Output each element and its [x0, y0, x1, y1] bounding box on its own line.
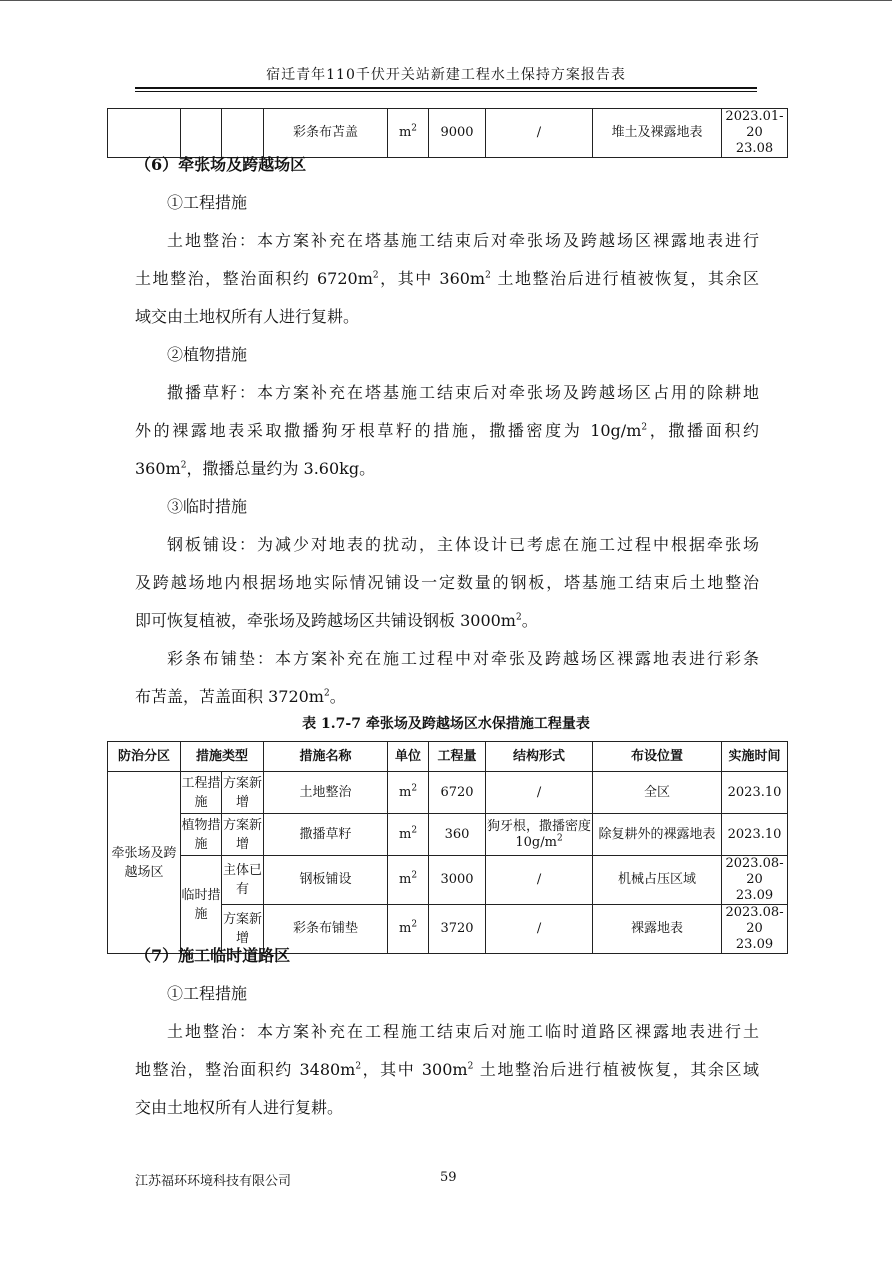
paragraph-line: 彩条布铺垫：本方案补充在施工过程中对牵张及跨越场区裸露地表进行彩条	[167, 649, 759, 668]
measure-source-cell: 方案新增	[222, 905, 264, 954]
paragraph-line: $360m^2$，撒播总量约为 3.60kg。	[135, 459, 376, 478]
paragraph-line: 及跨越场地内根据场地实际情况铺设一定数量的钢板，塔基施工结束后土地整治	[135, 573, 759, 592]
section-6-plant-heading: ②植物措施	[167, 345, 248, 364]
document-header-title: 宿迁青年110千伏开关站新建工程水土保持方案报告表	[266, 67, 626, 83]
unit-cell: $m^2$	[388, 856, 429, 905]
section-6-temp-heading: ③临时措施	[167, 497, 248, 516]
structure-cell: /	[486, 856, 593, 905]
structure-cell: /	[486, 109, 593, 158]
column-header: 措施名称	[264, 742, 388, 772]
time-cell: 2023.10	[722, 772, 788, 814]
paragraph-line: 布苫盖，苫盖面积 $3720m^2$。	[135, 687, 346, 706]
section-6-eng-heading: ①工程措施	[167, 193, 248, 212]
time-cell: 2023.08-20 23.09	[722, 905, 788, 954]
structure-cell: /	[486, 905, 593, 954]
measure-name-cell: 撒播草籽	[264, 814, 388, 856]
unit-cell: $m^2$	[388, 772, 429, 814]
table-row	[108, 856, 788, 905]
unit-cell: $m^2$	[388, 109, 429, 158]
quantity-cell: 3720	[429, 905, 486, 954]
time-cell: 2023.10	[722, 814, 788, 856]
location-cell: 机械占压区域	[593, 856, 722, 905]
paragraph-line: 土地整治：本方案补充在工程施工结束后对施工临时道路区裸露地表进行土	[167, 1022, 759, 1041]
measure-name-cell: 钢板铺设	[264, 856, 388, 905]
location-cell: 除复耕外的裸露地表	[593, 814, 722, 856]
table-row	[108, 814, 788, 856]
paragraph-line: 外的裸露地表采取撒播狗牙根草籽的措施，撒播密度为 $10g/m^2$，撒播面积约	[135, 421, 759, 440]
table-header-row	[108, 742, 788, 772]
measure-type-cell: 工程措施	[181, 772, 222, 814]
section-6-heading: （6）牵张场及跨越场区	[135, 155, 307, 174]
location-cell: 裸露地表	[593, 905, 722, 954]
time-cell: 2023.08-20 23.09	[722, 856, 788, 905]
measure-source-cell: 方案新增	[222, 814, 264, 856]
unit-cell: $m^2$	[388, 814, 429, 856]
measures-table	[107, 741, 788, 954]
unit-cell: $m^2$	[388, 905, 429, 954]
column-header: 结构形式	[486, 742, 593, 772]
column-header: 工程量	[429, 742, 486, 772]
column-header: 实施时间	[722, 742, 788, 772]
paragraph-line: 地整治，整治面积约 $3480m^2$，其中 $300m^2$ 土地整治后进行植被恢复，其余区域	[135, 1060, 759, 1079]
column-header: 布设位置	[593, 742, 722, 772]
zone-cell: 牵张场及跨越场区	[108, 772, 181, 954]
structure-cell: 狗牙根，撒播密度 $10g/m^2$	[486, 814, 593, 856]
measure-source-cell: 主体已有	[222, 856, 264, 905]
paragraph-line: 土地整治，整治面积约 $6720m^2$，其中 $360m^2$ 土地整治后进行植被恢复，其余区	[135, 269, 759, 288]
page-number: 59	[440, 1170, 457, 1185]
column-header: 防治分区	[108, 742, 181, 772]
table-caption: 表 1.7-7 牵张场及跨越场区水保措施工程量表	[302, 716, 590, 732]
location-cell: 全区	[593, 772, 722, 814]
measure-source-cell: 方案新增	[222, 772, 264, 814]
location-cell: 堆土及裸露地表	[593, 109, 722, 158]
measure-type-cell: 临时措施	[181, 856, 222, 954]
page-top-border	[0, 0, 892, 1]
time-cell: 2023.01-20 23.08	[722, 109, 788, 158]
table-row	[108, 772, 788, 814]
quantity-cell: 3000	[429, 856, 486, 905]
footer-company: 江苏福环环境科技有限公司	[135, 1174, 292, 1189]
measure-name-cell: 彩条布铺垫	[264, 905, 388, 954]
measure-name-cell: 彩条布苫盖	[264, 109, 388, 158]
quantity-cell: 9000	[429, 109, 486, 158]
section-7-heading: （7）施工临时道路区	[135, 946, 291, 965]
paragraph-line: 域交由土地权所有人进行复耕。	[135, 307, 360, 326]
measure-type-cell: 植物措施	[181, 814, 222, 856]
header-rule-thick	[135, 87, 757, 89]
paragraph-line: 即可恢复植被，牵张场及跨越场区共铺设钢板 $3000m^2$。	[135, 611, 538, 630]
paragraph-line: 交由土地权所有人进行复耕。	[135, 1098, 344, 1117]
paragraph-line: 钢板铺设：为减少对地表的扰动，主体设计已考虑在施工过程中根据牵张场	[167, 535, 759, 554]
quantity-cell: 6720	[429, 772, 486, 814]
measure-name-cell: 土地整治	[264, 772, 388, 814]
column-header: 措施类型	[181, 742, 264, 772]
column-header: 单位	[388, 742, 429, 772]
paragraph-line: 撒播草籽：本方案补充在塔基施工结束后对牵张场及跨越场区占用的除耕地	[167, 383, 759, 402]
paragraph-line: 土地整治：本方案补充在塔基施工结束后对牵张场及跨越场区裸露地表进行	[167, 231, 759, 250]
header-rule-thin	[135, 91, 757, 92]
section-7-eng-heading: ①工程措施	[167, 984, 248, 1003]
structure-cell: /	[486, 772, 593, 814]
quantity-cell: 360	[429, 814, 486, 856]
